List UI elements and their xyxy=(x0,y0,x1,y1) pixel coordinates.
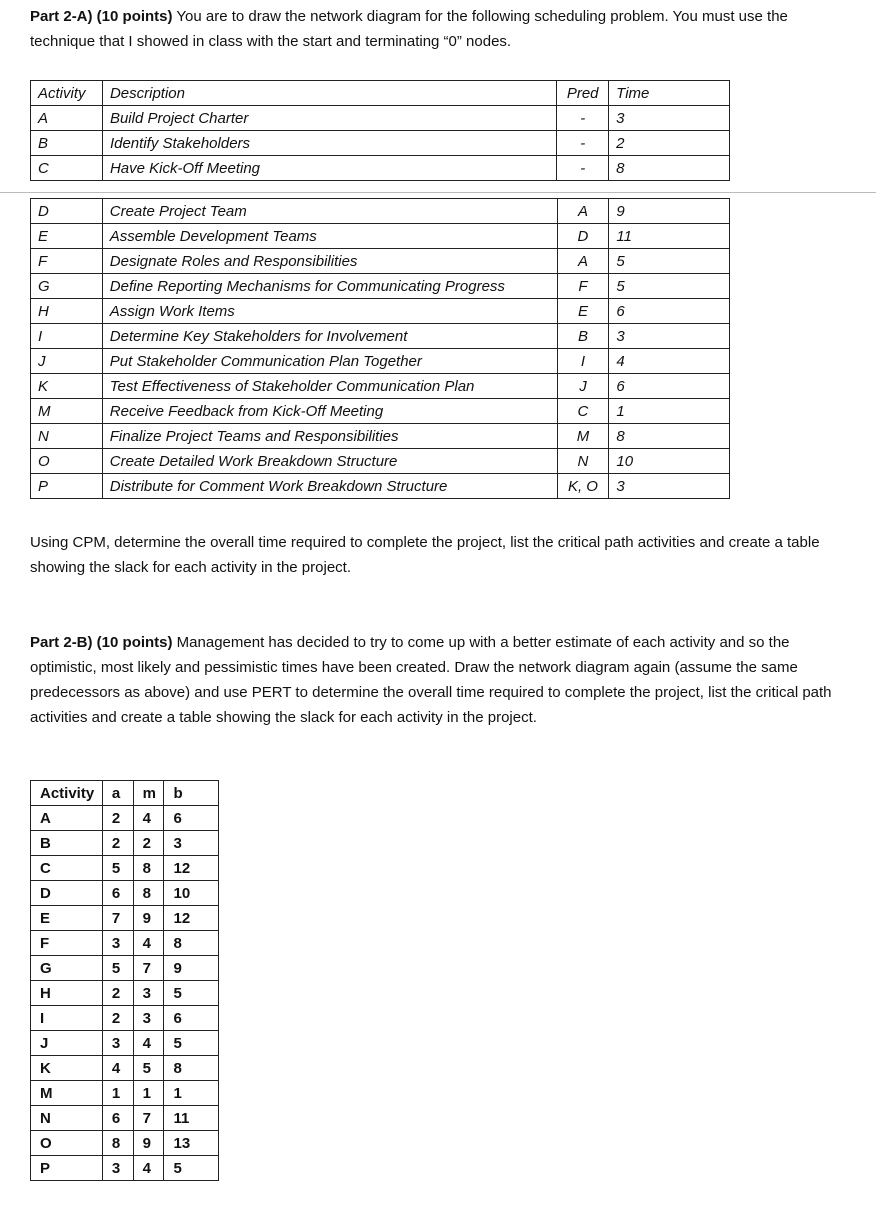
time-cell: 8 xyxy=(609,424,730,449)
optimistic-cell: 3 xyxy=(102,931,133,956)
description-cell: Create Detailed Work Breakdown Structure xyxy=(102,449,557,474)
table-row xyxy=(31,449,730,474)
part-a-heading: Part 2-A) (10 points) xyxy=(30,8,173,25)
column-header: Description xyxy=(102,81,556,106)
pred-cell: M xyxy=(557,424,609,449)
pred-cell: - xyxy=(557,106,609,131)
activity-cell: F xyxy=(31,249,103,274)
activity-table-top xyxy=(30,80,730,181)
activity-cell: J xyxy=(31,349,103,374)
activity-cell: K xyxy=(31,1056,103,1081)
most-likely-cell: 2 xyxy=(133,831,164,856)
table-row xyxy=(31,274,730,299)
table-row xyxy=(31,299,730,324)
table-row xyxy=(31,1156,219,1181)
activity-cell: D xyxy=(31,199,103,224)
pessimistic-cell: 3 xyxy=(164,831,219,856)
activity-cell: M xyxy=(31,399,103,424)
part-b-heading: Part 2-B) (10 points) xyxy=(30,634,173,651)
time-cell: 6 xyxy=(609,299,730,324)
most-likely-cell: 9 xyxy=(133,1131,164,1156)
optimistic-cell: 3 xyxy=(102,1156,133,1181)
table-row xyxy=(31,399,730,424)
pred-cell: I xyxy=(557,349,609,374)
optimistic-cell: 8 xyxy=(102,1131,133,1156)
table-header-row xyxy=(31,81,730,106)
description-cell: Receive Feedback from Kick-Off Meeting xyxy=(102,399,557,424)
pert-estimates-table xyxy=(30,780,219,1181)
column-header: m xyxy=(133,781,164,806)
activity-cell: N xyxy=(31,1106,103,1131)
cpm-question: Using CPM, determine the overall time required to complete the project, list the critical path activities and create a table showing the slack for each activity in the project. xyxy=(30,534,820,576)
pessimistic-cell: 6 xyxy=(164,1006,219,1031)
page-break-divider xyxy=(0,192,876,193)
most-likely-cell: 4 xyxy=(133,806,164,831)
table-row xyxy=(31,1056,219,1081)
time-cell: 5 xyxy=(609,274,730,299)
activity-cell: B xyxy=(31,131,103,156)
column-header: Pred xyxy=(557,81,609,106)
table-row xyxy=(31,156,730,181)
column-header: b xyxy=(164,781,219,806)
table-row xyxy=(31,424,730,449)
table-row xyxy=(31,106,730,131)
pred-cell: - xyxy=(557,156,609,181)
most-likely-cell: 3 xyxy=(133,1006,164,1031)
table-row xyxy=(31,956,219,981)
description-cell: Determine Key Stakeholders for Involvement xyxy=(102,324,557,349)
pred-cell: C xyxy=(557,399,609,424)
pessimistic-cell: 5 xyxy=(164,1031,219,1056)
pessimistic-cell: 8 xyxy=(164,1056,219,1081)
table-row xyxy=(31,806,219,831)
time-cell: 5 xyxy=(609,249,730,274)
most-likely-cell: 4 xyxy=(133,931,164,956)
most-likely-cell: 9 xyxy=(133,906,164,931)
table-row xyxy=(31,324,730,349)
column-header: a xyxy=(102,781,133,806)
activity-cell: A xyxy=(31,106,103,131)
activity-cell: G xyxy=(31,956,103,981)
optimistic-cell: 2 xyxy=(102,831,133,856)
most-likely-cell: 7 xyxy=(133,1106,164,1131)
description-cell: Create Project Team xyxy=(102,199,557,224)
table-row xyxy=(31,199,730,224)
time-cell: 4 xyxy=(609,349,730,374)
time-cell: 3 xyxy=(609,474,730,499)
description-cell: Assign Work Items xyxy=(102,299,557,324)
description-cell: Have Kick-Off Meeting xyxy=(102,156,556,181)
description-cell: Identify Stakeholders xyxy=(102,131,556,156)
table-row xyxy=(31,1081,219,1106)
activity-cell: M xyxy=(31,1081,103,1106)
activity-cell: P xyxy=(31,474,103,499)
optimistic-cell: 1 xyxy=(102,1081,133,1106)
pessimistic-cell: 6 xyxy=(164,806,219,831)
pred-cell: A xyxy=(557,249,609,274)
optimistic-cell: 6 xyxy=(102,881,133,906)
description-cell: Test Effectiveness of Stakeholder Communication Plan xyxy=(102,374,557,399)
description-cell: Build Project Charter xyxy=(102,106,556,131)
optimistic-cell: 2 xyxy=(102,981,133,1006)
time-cell: 8 xyxy=(609,156,730,181)
description-cell: Finalize Project Teams and Responsibilities xyxy=(102,424,557,449)
column-header: Time xyxy=(609,81,730,106)
table-row xyxy=(31,374,730,399)
pessimistic-cell: 8 xyxy=(164,931,219,956)
activity-cell: E xyxy=(31,906,103,931)
optimistic-cell: 3 xyxy=(102,1031,133,1056)
most-likely-cell: 5 xyxy=(133,1056,164,1081)
activity-cell: B xyxy=(31,831,103,856)
activity-table-bottom xyxy=(30,198,730,499)
table-row xyxy=(31,831,219,856)
pred-cell: B xyxy=(557,324,609,349)
time-cell: 6 xyxy=(609,374,730,399)
pred-cell: E xyxy=(557,299,609,324)
pred-cell: D xyxy=(557,224,609,249)
description-cell: Distribute for Comment Work Breakdown Structure xyxy=(102,474,557,499)
pred-cell: N xyxy=(557,449,609,474)
optimistic-cell: 6 xyxy=(102,1106,133,1131)
activity-cell: I xyxy=(31,1006,103,1031)
activity-cell: I xyxy=(31,324,103,349)
activity-cell: N xyxy=(31,424,103,449)
description-cell: Define Reporting Mechanisms for Communicating Progress xyxy=(102,274,557,299)
activity-cell: D xyxy=(31,881,103,906)
activity-cell: H xyxy=(31,299,103,324)
pessimistic-cell: 12 xyxy=(164,856,219,881)
most-likely-cell: 8 xyxy=(133,856,164,881)
most-likely-cell: 1 xyxy=(133,1081,164,1106)
table-row xyxy=(31,931,219,956)
table-row xyxy=(31,131,730,156)
column-header: Activity xyxy=(31,781,103,806)
pred-cell: - xyxy=(557,131,609,156)
table-row xyxy=(31,1006,219,1031)
pessimistic-cell: 13 xyxy=(164,1131,219,1156)
activity-cell: E xyxy=(31,224,103,249)
table-header-row xyxy=(31,781,219,806)
optimistic-cell: 2 xyxy=(102,806,133,831)
most-likely-cell: 4 xyxy=(133,1031,164,1056)
table-row xyxy=(31,1131,219,1156)
pessimistic-cell: 9 xyxy=(164,956,219,981)
optimistic-cell: 2 xyxy=(102,1006,133,1031)
table-row xyxy=(31,856,219,881)
pessimistic-cell: 1 xyxy=(164,1081,219,1106)
table-row xyxy=(31,1031,219,1056)
pessimistic-cell: 5 xyxy=(164,1156,219,1181)
activity-cell: O xyxy=(31,1131,103,1156)
column-header: Activity xyxy=(31,81,103,106)
time-cell: 10 xyxy=(609,449,730,474)
activity-cell: O xyxy=(31,449,103,474)
optimistic-cell: 7 xyxy=(102,906,133,931)
most-likely-cell: 8 xyxy=(133,881,164,906)
description-cell: Designate Roles and Responsibilities xyxy=(102,249,557,274)
most-likely-cell: 3 xyxy=(133,981,164,1006)
activity-cell: F xyxy=(31,931,103,956)
part-a-intro-text: You are to draw the network diagram for the following scheduling problem. You must use the technique that I showed in class with the start and terminating “0” nodes. xyxy=(30,8,788,50)
part-b-intro-text: Management has decided to try to come up with a better estimate of each activity and so the optimistic, most likely and pessimistic times have been created. Draw the network diagram again (assume the same predecessors as above) and use PERT to determine the overall time required to complete the project, list the critical path activities and create a table showing the slack for each activity in the project. xyxy=(30,634,832,726)
activity-cell: H xyxy=(31,981,103,1006)
table-row xyxy=(31,474,730,499)
pessimistic-cell: 10 xyxy=(164,881,219,906)
description-cell: Assemble Development Teams xyxy=(102,224,557,249)
table-row xyxy=(31,881,219,906)
activity-cell: P xyxy=(31,1156,103,1181)
table-row xyxy=(31,224,730,249)
activity-cell: K xyxy=(31,374,103,399)
optimistic-cell: 5 xyxy=(102,956,133,981)
pred-cell: J xyxy=(557,374,609,399)
description-cell: Put Stakeholder Communication Plan Together xyxy=(102,349,557,374)
part-b-intro-paragraph xyxy=(30,630,850,730)
time-cell: 2 xyxy=(609,131,730,156)
pessimistic-cell: 5 xyxy=(164,981,219,1006)
optimistic-cell: 5 xyxy=(102,856,133,881)
pred-cell: K, O xyxy=(557,474,609,499)
activity-cell: C xyxy=(31,856,103,881)
most-likely-cell: 4 xyxy=(133,1156,164,1181)
activity-cell: A xyxy=(31,806,103,831)
pred-cell: F xyxy=(557,274,609,299)
time-cell: 11 xyxy=(609,224,730,249)
table-row xyxy=(31,349,730,374)
table-row xyxy=(31,981,219,1006)
table-row xyxy=(31,1106,219,1131)
pred-cell: A xyxy=(557,199,609,224)
most-likely-cell: 7 xyxy=(133,956,164,981)
pessimistic-cell: 11 xyxy=(164,1106,219,1131)
time-cell: 3 xyxy=(609,324,730,349)
time-cell: 1 xyxy=(609,399,730,424)
table-row xyxy=(31,906,219,931)
time-cell: 3 xyxy=(609,106,730,131)
part-a-intro-paragraph xyxy=(30,4,850,54)
pessimistic-cell: 12 xyxy=(164,906,219,931)
activity-cell: C xyxy=(31,156,103,181)
optimistic-cell: 4 xyxy=(102,1056,133,1081)
activity-cell: G xyxy=(31,274,103,299)
activity-cell: J xyxy=(31,1031,103,1056)
time-cell: 9 xyxy=(609,199,730,224)
table-row xyxy=(31,249,730,274)
